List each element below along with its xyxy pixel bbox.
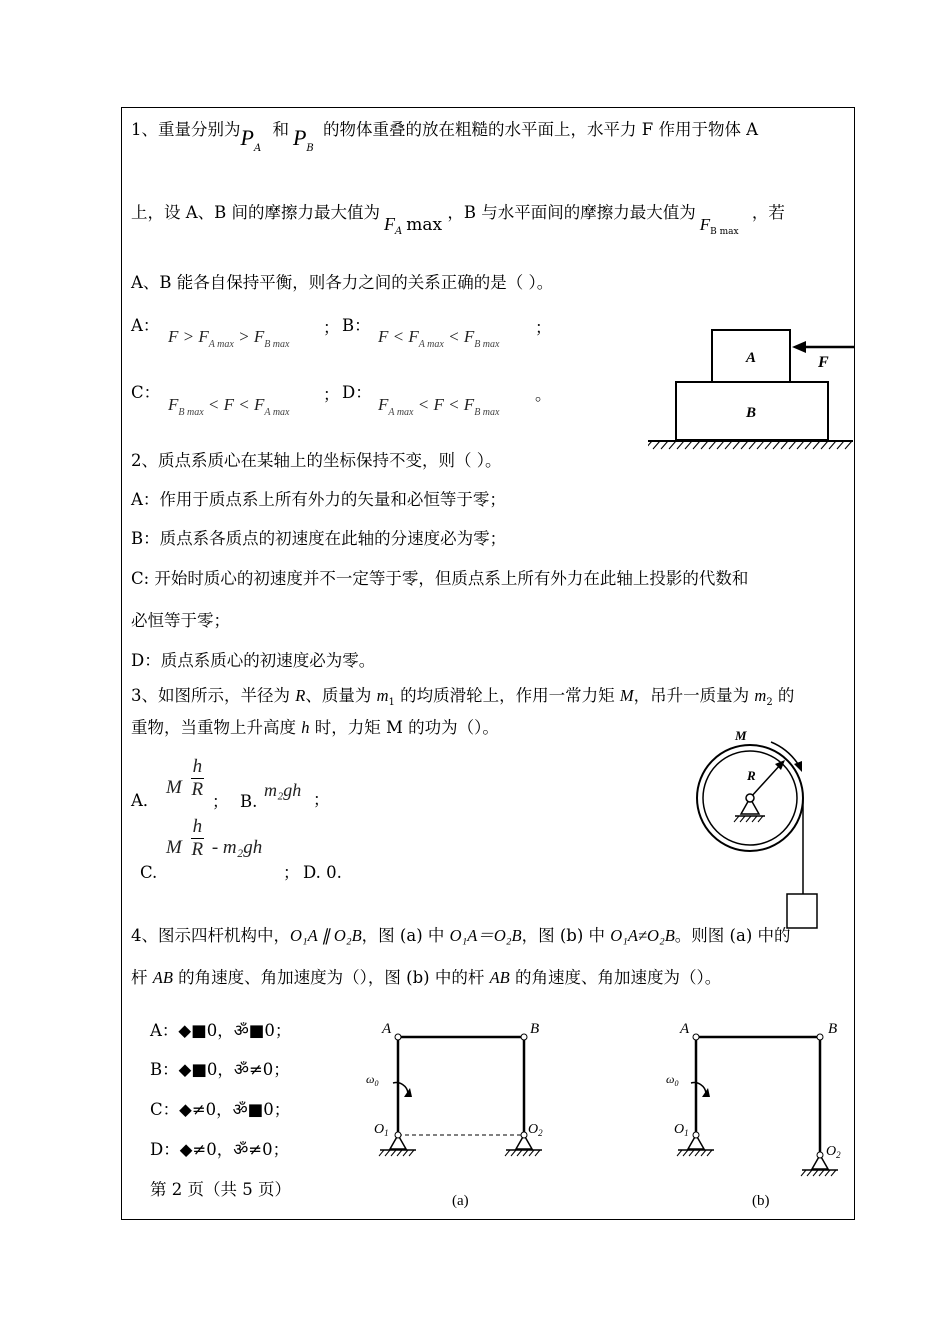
q1-line-1: 1、重量分别为$P_A$ 和 $P_B$ 的物体重叠的放在粗糙的水平面上，水平力 F 作用于物体 A (131, 120, 759, 154)
fig-a-caption: (a) (452, 1193, 469, 1209)
q4-line-1: 4、图示四杆机构中，O₁A ∥ O₂B，图 (a) 中 O₁A＝O₂B，图 (b) 中 O₁A≠O₂B。则图 (a) 中的 (131, 926, 791, 945)
q1-opt-C-label: C： (131, 383, 161, 402)
q4-option-b: B：◆■0，ॐ≠0； (150, 1060, 290, 1079)
fig-b-label-A: A (680, 1021, 690, 1037)
q4-line-2: 杆 AB 的角速度、角加速度为（），图 (b) 中的杆 AB 的角速度、角加速度为（）。 (131, 968, 722, 987)
q1-sep-1: ； (323, 318, 340, 337)
fig-b-label-B: B (828, 1021, 838, 1037)
fig-b-O1: $O_1$ (674, 1122, 689, 1138)
q2-option-c-1: C: 开始时质心的初速度并不一定等于零，但质点系上所有外力在此轴上投影的代数和 (131, 569, 749, 588)
q3-opt-B-formula: m₂gh (264, 780, 302, 800)
q1-opt-A-label: A： (131, 316, 160, 335)
q1-opt-C-formula: $F_{B max} < F < F_{A max}$ (168, 395, 290, 418)
q3-opt-D: D. 0. (303, 863, 342, 882)
omega-arc (691, 1083, 706, 1093)
q1-line-2: 上，设 A、B 间的摩擦力最大值为$F_A$ max ，B 与水平面间的摩擦力最大值为$F_{B max}$ ，若 (131, 203, 785, 237)
omega-arc (393, 1083, 408, 1093)
fig-a-O1: $O_1$ (374, 1122, 389, 1138)
q3-opt-C-formula: M $\frac{h}{R}$ - m₂gh (166, 816, 263, 860)
q3-pulley-figure (695, 720, 825, 934)
fig-label-B: B (746, 405, 757, 421)
q3-semi-3: ； (283, 863, 300, 882)
fig-label-F: F (818, 354, 829, 371)
q4-option-c: C：◆≠0，ॐ■0； (150, 1100, 291, 1119)
fig-b-omega: $\omega_0$ (666, 1072, 679, 1088)
q3-opt-A-formula: M $\frac{h}{R}$ (166, 756, 204, 800)
page-footer: 第 2 页（共 5 页） (150, 1180, 291, 1199)
weight-block (787, 894, 817, 928)
q2-stem: 2、质点系质心在某轴上的坐标保持不变，则（ ）。 (131, 451, 502, 470)
q3-opt-A-label: A． (131, 791, 160, 810)
fig-a-label-B: B (530, 1021, 540, 1037)
fig-b-caption: (b) (752, 1193, 770, 1209)
q1-end: 。 (535, 385, 552, 404)
pin (746, 794, 754, 802)
q1-opt-D-label: D： (342, 383, 372, 402)
fig-a-label-A: A (382, 1021, 392, 1037)
q4-option-d: D：◆≠0，ॐ≠0； (150, 1140, 290, 1159)
q1-opt-B-formula: $F < F_{A max} < F_{B max}$ (378, 327, 500, 350)
q3-semi-2: ； (313, 790, 330, 809)
q1-opt-A-formula: $F > F_{A max} > F_{B max}$ (168, 327, 290, 350)
q4-option-a: A：◆■0，ॐ■0； (150, 1021, 292, 1040)
q2-option-a: A：作用于质点系上所有外力的矢量和必恒等于零； (131, 490, 506, 509)
q1-sep-2: ； (535, 318, 552, 337)
q3-semi-1: ； (212, 792, 229, 811)
q2-option-d: D：质点系质心的初速度必为零。 (131, 651, 376, 670)
q1-sep-3: ； (323, 385, 340, 404)
q2-option-c-2: 必恒等于零； (131, 611, 230, 630)
fig-b-O2: $O_2$ (826, 1144, 841, 1160)
q3-opt-C-label: C. (140, 863, 158, 882)
q1-opt-D-formula: $F_{A max} < F < F_{B max}$ (378, 395, 500, 418)
fig-label-R: R (747, 768, 756, 783)
fig-a-O2: $O_2$ (528, 1122, 543, 1138)
q3-opt-B-label: B. (240, 792, 258, 811)
q2-option-b: B：质点系各质点的初速度在此轴的分速度必为零； (131, 529, 507, 548)
q4-linkage-b (660, 1015, 854, 1215)
fig-a-omega: $\omega_0$ (366, 1072, 379, 1088)
q1-opt-B-label: B： (342, 316, 371, 335)
q3-line-2: 重物，当重物上升高度 h 时，力矩 M 的功为（）。 (131, 718, 499, 737)
force-arrow-head (792, 341, 806, 353)
q1-blocks-figure (648, 322, 855, 454)
q4-linkage-a (360, 1015, 550, 1215)
ground-hatch (648, 441, 852, 449)
q3-line-1: 3、如图所示，半径为 R、质量为 $m_1$ 的均质滑轮上，作用一常力矩 M，吊升一质量为 $m_2$ 的 (131, 686, 795, 708)
fig-label-A: A (746, 350, 757, 366)
fig-label-M: M (735, 728, 747, 743)
support-hatch (734, 816, 763, 822)
q1-line-3: A、B 能各自保持平衡，则各力之间的关系正确的是（ ）。 (131, 273, 554, 292)
